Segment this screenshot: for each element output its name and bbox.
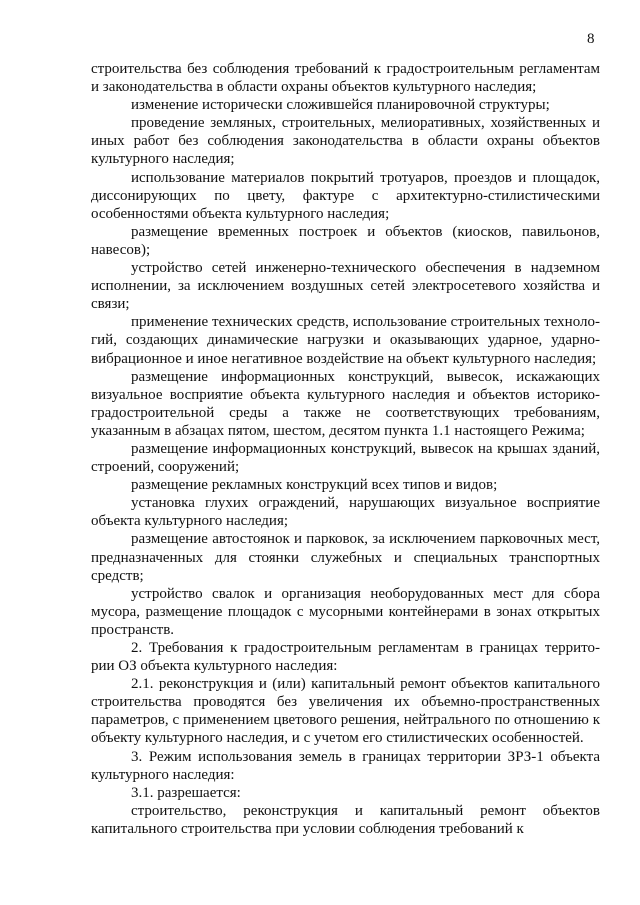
paragraph: размещение рекламных конструкций всех типов и видов;: [131, 477, 498, 494]
paragraph: 3. Режим использования земель в границах территории ЗРЗ-1 объекта культурного наследия:: [91, 748, 600, 783]
paragraph: 2. Требования к градостроительным регламентам в границах террито-рии ОЗ объекта культурного наследия:: [91, 640, 600, 675]
paragraph: 3.1. разрешается:: [131, 784, 241, 801]
paragraph: применение технических средств, использование строительных техноло-гий, создающих динамические нагрузки и оказывающих ударное, ударно-вибрационное и иное негативное воздействие на объект культурного наследия;: [91, 314, 600, 367]
paragraph: строительства без соблюдения требований к градостроительным регламентам и законодательства в области охраны объектов культурного наследия;: [91, 61, 600, 96]
paragraph: изменение исторически сложившейся планировочной структуры;: [131, 97, 550, 114]
page-number: 8: [587, 31, 595, 47]
paragraph: установка глухих ограждений, нарушающих визуальное восприятие объекта культурного наследия;: [91, 495, 600, 530]
paragraph: размещение информационных конструкций, вывесок на крышах зданий, строений, сооружений;: [91, 440, 600, 476]
paragraph: размещение временных построек и объектов (киосков, павильонов, навесов);: [91, 223, 600, 258]
paragraph: строительство, реконструкция и капитальный ремонт объектов капитального строительства при условии соблюдения требований к: [91, 802, 600, 837]
paragraph: размещение автостоянок и парковок, за исключением парковочных мест, предназначенных для стоянки служебных и специальных транспортных средств;: [91, 531, 600, 584]
paragraph: 2.1. реконструкция и (или) капитальный ремонт объектов капитального строительства проводятся без увеличения их объемно-пространственных параметров, с применением цветового решения, нейтрального по отношению к объекту культурного наследия, и с учетом его стилистических особенностей.: [91, 676, 600, 747]
paragraph: устройство сетей инженерно-технического обеспечения в надземном исполнении, за исключением воздушных сетей электросетевого хозяйства и связи;: [91, 260, 600, 313]
paragraph: устройство свалок и организация необорудованных мест для сбора мусора, размещение площадок с мусорными контейнерами в зонах открытых пространств.: [91, 585, 600, 638]
paragraph: размещение информационных конструкций, вывесок, искажающих визуальное восприятие объекта культурного наследия и объектов историко-градостроительной среды а также не соответствующих требованиям, указанным в абзацах пятом, шестом, десятом пункта 1.1 настоящего Режима;: [91, 368, 600, 439]
paragraph: проведение земляных, строительных, мелиоративных, хозяйственных и иных работ без соблюдения законодательства в области охраны объектов культурного наследия;: [91, 115, 600, 168]
paragraph: использование материалов покрытий тротуаров, проездов и площадок, диссонирующих по цвету, фактуре с архитектурно-стилистическими особенностями объекта культурного наследия;: [91, 169, 600, 222]
document-body: [91, 60, 600, 838]
